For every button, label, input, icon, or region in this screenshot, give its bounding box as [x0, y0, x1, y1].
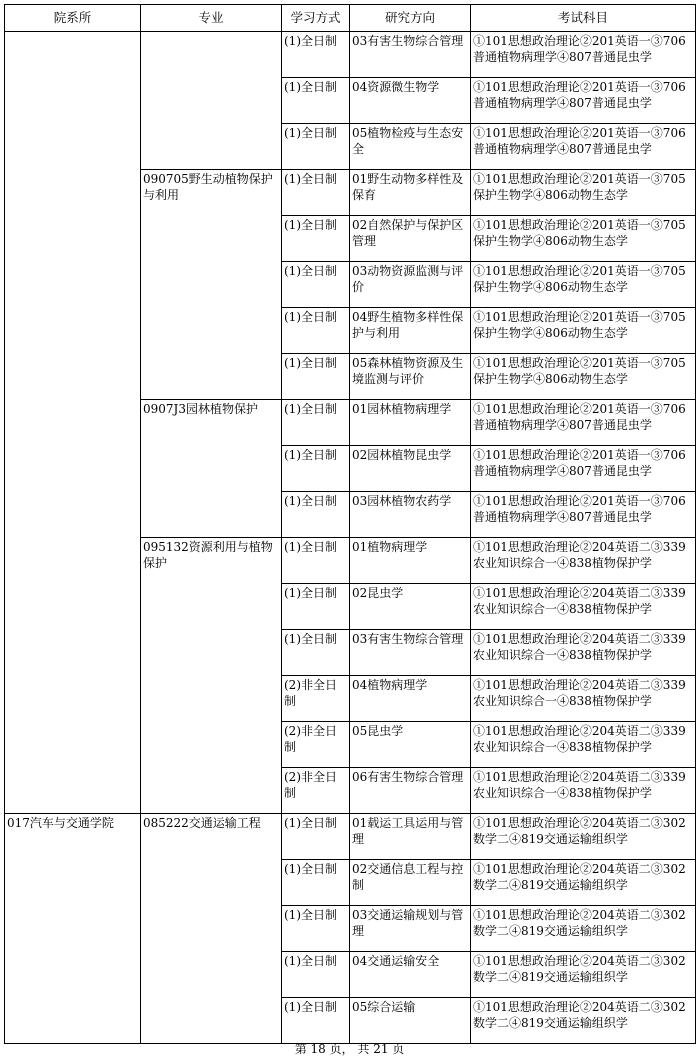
research-direction-cell: 05综合运输 [350, 998, 471, 1044]
exam-subjects-cell: ①101思想政治理论②204英语二③302数学二④819交通运输组织学 [471, 952, 696, 998]
study-mode-cell: (1)全日制 [282, 998, 350, 1044]
study-mode-cell: (2)非全日制 [282, 676, 350, 722]
study-mode-cell: (1)全日制 [282, 814, 350, 860]
exam-subjects-cell: ①101思想政治理论②204英语二③302数学二④819交通运输组织学 [471, 906, 696, 952]
major-cell: 090705野生动植物保护与利用 [141, 170, 282, 400]
study-mode-cell: (1)全日制 [282, 446, 350, 492]
study-mode-cell: (1)全日制 [282, 584, 350, 630]
exam-subjects-cell: ①101思想政治理论②204英语二③339农业知识综合一④838植物保护学 [471, 676, 696, 722]
major-cell: 0907J3园林植物保护 [141, 400, 282, 538]
research-direction-cell: 03交通运输规划与管理 [350, 906, 471, 952]
study-mode-cell: (1)全日制 [282, 124, 350, 170]
study-mode-cell: (1)全日制 [282, 538, 350, 584]
research-direction-cell: 05昆虫学 [350, 722, 471, 768]
study-mode-cell: (1)全日制 [282, 860, 350, 906]
header-major: 专业 [141, 5, 282, 32]
research-direction-cell: 02交通信息工程与控制 [350, 860, 471, 906]
study-mode-cell: (1)全日制 [282, 630, 350, 676]
exam-subjects-cell: ①101思想政治理论②201英语一③706普通植物病理学④807普通昆虫学 [471, 446, 696, 492]
exam-subjects-cell: ①101思想政治理论②201英语一③706普通植物病理学④807普通昆虫学 [471, 492, 696, 538]
study-mode-cell: (1)全日制 [282, 78, 350, 124]
study-mode-cell: (1)全日制 [282, 216, 350, 262]
exam-subjects-cell: ①101思想政治理论②204英语二③302数学二④819交通运输组织学 [471, 860, 696, 906]
page-footer: 第 18 页， 共 21 页 [294, 1042, 405, 1056]
exam-subjects-cell: ①101思想政治理论②201英语一③705保护生物学④806动物生态学 [471, 262, 696, 308]
major-cell: 095132资源利用与植物保护 [141, 538, 282, 814]
exam-subjects-cell: ①101思想政治理论②204英语二③339农业知识综合一④838植物保护学 [471, 722, 696, 768]
table-row [5, 32, 696, 78]
exam-subjects-cell: ①101思想政治理论②201英语一③706普通植物病理学④807普通昆虫学 [471, 78, 696, 124]
study-mode-cell: (1)全日制 [282, 354, 350, 400]
research-direction-cell: 04植物病理学 [350, 676, 471, 722]
research-direction-cell: 03有害生物综合管理 [350, 630, 471, 676]
research-direction-cell: 01园林植物病理学 [350, 400, 471, 446]
exam-subjects-cell: ①101思想政治理论②204英语二③302数学二④819交通运输组织学 [471, 814, 696, 860]
research-direction-cell: 05植物检疫与生态安全 [350, 124, 471, 170]
research-direction-cell: 01载运工具运用与管理 [350, 814, 471, 860]
exam-subjects-cell: ①101思想政治理论②201英语一③706普通植物病理学④807普通昆虫学 [471, 32, 696, 78]
exam-subjects-cell: ①101思想政治理论②204英语二③339农业知识综合一④838植物保护学 [471, 630, 696, 676]
study-mode-cell: (1)全日制 [282, 400, 350, 446]
dept-cell: 017汽车与交通学院 [5, 814, 141, 1044]
study-mode-cell: (2)非全日制 [282, 768, 350, 814]
table-row [5, 814, 696, 860]
research-direction-cell: 01植物病理学 [350, 538, 471, 584]
study-mode-cell: (1)全日制 [282, 32, 350, 78]
study-mode-cell: (1)全日制 [282, 308, 350, 354]
exam-subjects-cell: ①101思想政治理论②201英语一③705保护生物学④806动物生态学 [471, 308, 696, 354]
study-mode-cell: (1)全日制 [282, 906, 350, 952]
header-exam-subjects: 考试科目 [471, 5, 696, 32]
major-cell [141, 32, 282, 170]
study-mode-cell: (1)全日制 [282, 952, 350, 998]
study-mode-cell: (2)非全日制 [282, 722, 350, 768]
research-direction-cell: 02昆虫学 [350, 584, 471, 630]
exam-subjects-cell: ①101思想政治理论②204英语二③339农业知识综合一④838植物保护学 [471, 584, 696, 630]
research-direction-cell: 04资源微生物学 [350, 78, 471, 124]
research-direction-cell: 02自然保护与保护区管理 [350, 216, 471, 262]
exam-subjects-cell: ①101思想政治理论②201英语一③705保护生物学④806动物生态学 [471, 354, 696, 400]
major-cell: 085222交通运输工程 [141, 814, 282, 1044]
research-direction-cell: 06有害生物综合管理 [350, 768, 471, 814]
research-direction-cell: 03有害生物综合管理 [350, 32, 471, 78]
header-research-direction: 研究方向 [350, 5, 471, 32]
research-direction-cell: 02园林植物昆虫学 [350, 446, 471, 492]
header-study-mode: 学习方式 [282, 5, 350, 32]
research-direction-cell: 04野生植物多样性保护与利用 [350, 308, 471, 354]
exam-subjects-cell: ①101思想政治理论②201英语一③706普通植物病理学④807普通昆虫学 [471, 400, 696, 446]
header-row [5, 5, 696, 32]
research-direction-cell: 03园林植物农药学 [350, 492, 471, 538]
admissions-table [4, 4, 696, 1044]
exam-subjects-cell: ①101思想政治理论②204英语二③302数学二④819交通运输组织学 [471, 998, 696, 1044]
study-mode-cell: (1)全日制 [282, 492, 350, 538]
exam-subjects-cell: ①101思想政治理论②204英语二③339农业知识综合一④838植物保护学 [471, 538, 696, 584]
header-dept: 院系所 [5, 5, 141, 32]
exam-subjects-cell: ①101思想政治理论②201英语一③705保护生物学④806动物生态学 [471, 216, 696, 262]
dept-cell [5, 32, 141, 814]
study-mode-cell: (1)全日制 [282, 170, 350, 216]
exam-subjects-cell: ①101思想政治理论②204英语二③339农业知识综合一④838植物保护学 [471, 768, 696, 814]
study-mode-cell: (1)全日制 [282, 262, 350, 308]
research-direction-cell: 04交通运输安全 [350, 952, 471, 998]
research-direction-cell: 05森林植物资源及生境监测与评价 [350, 354, 471, 400]
research-direction-cell: 03动物资源监测与评价 [350, 262, 471, 308]
research-direction-cell: 01野生动物多样性及保育 [350, 170, 471, 216]
exam-subjects-cell: ①101思想政治理论②201英语一③706普通植物病理学④807普通昆虫学 [471, 124, 696, 170]
exam-subjects-cell: ①101思想政治理论②201英语一③705保护生物学④806动物生态学 [471, 170, 696, 216]
